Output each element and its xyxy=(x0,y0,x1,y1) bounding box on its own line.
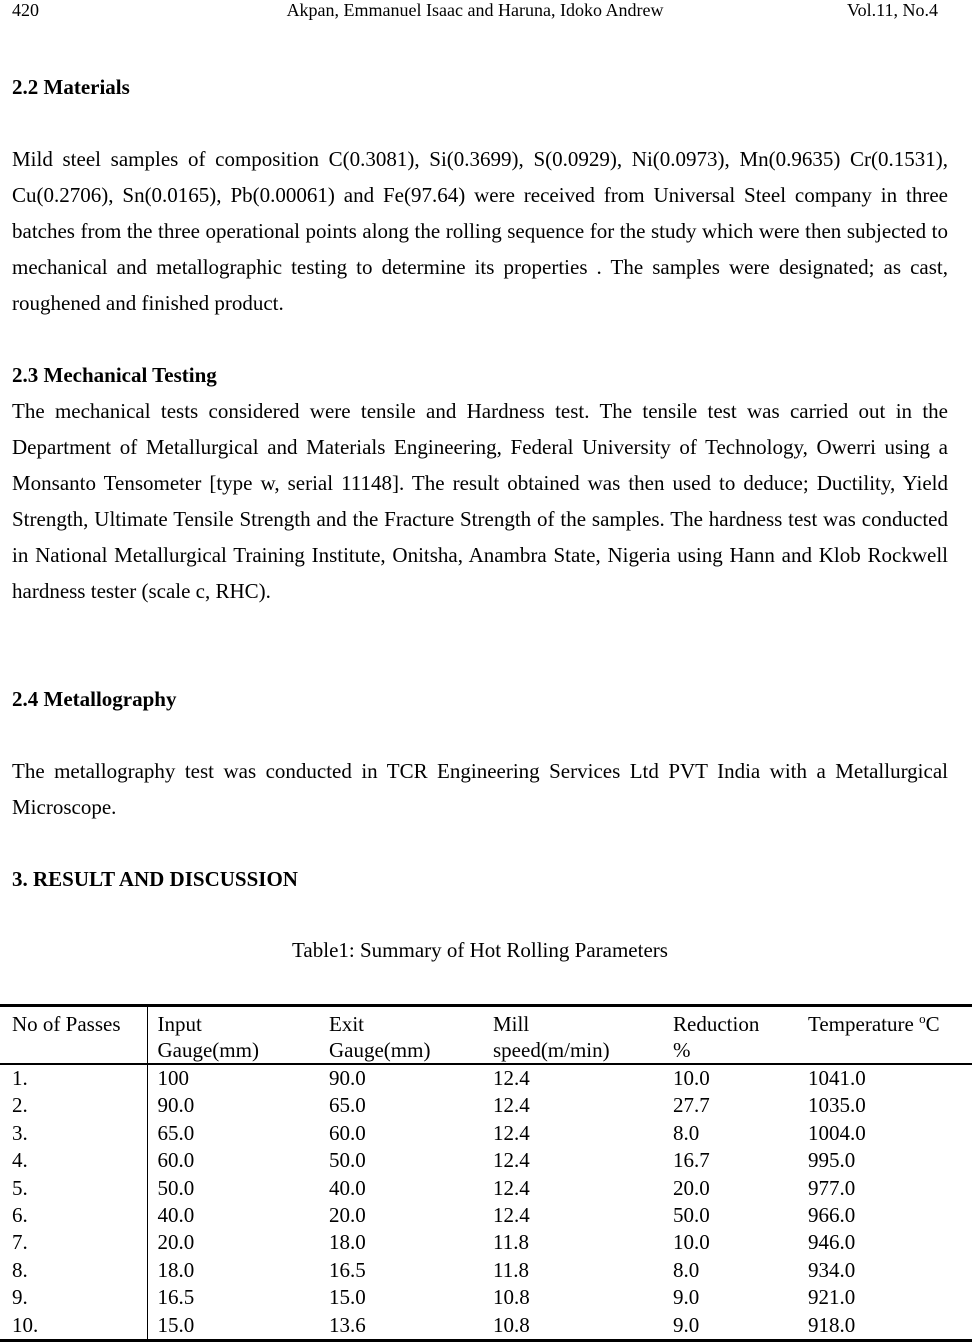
table-row xyxy=(0,1147,972,1174)
exit-gauge-cell: 40.0 xyxy=(329,1175,366,1200)
exit-gauge-cell: 15.0 xyxy=(329,1285,366,1310)
column-header-input-gauge: Input Gauge(mm) xyxy=(147,1006,319,1065)
section-heading-materials: 2.2 Materials xyxy=(12,75,130,99)
pass-number-cell: 7. xyxy=(0,1229,147,1256)
pass-number-cell: 5. xyxy=(0,1175,147,1202)
mill-speed-cell: 12.4 xyxy=(493,1093,530,1118)
input-gauge-cell: 65.0 xyxy=(157,1120,195,1145)
column-header-mill-speed: Mill speed(m/min) xyxy=(483,1006,663,1065)
reduction-cell: 10.0 xyxy=(673,1066,710,1090)
temperature-cell: 946.0 xyxy=(808,1230,856,1255)
mill-speed-cell: 10.8 xyxy=(493,1285,530,1310)
pass-number-cell: 9. xyxy=(0,1284,147,1311)
running-header xyxy=(12,0,938,20)
pass-number-cell: 4. xyxy=(0,1147,147,1174)
exit-gauge-cell: 18.0 xyxy=(329,1230,366,1255)
mill-speed-cell: 11.8 xyxy=(493,1230,529,1255)
reduction-cell: 50.0 xyxy=(673,1203,710,1228)
exit-gauge-cell: 20.0 xyxy=(329,1203,366,1228)
table-row xyxy=(0,1229,972,1256)
temperature-cell: 977.0 xyxy=(808,1175,856,1200)
mill-speed-cell: 12.4 xyxy=(493,1175,530,1200)
input-gauge-cell: 100 xyxy=(157,1066,189,1090)
table-row xyxy=(0,1257,972,1284)
temperature-cell: 934.0 xyxy=(808,1257,856,1282)
table-row xyxy=(0,1092,972,1119)
table-row xyxy=(0,1064,972,1092)
table-row xyxy=(0,1120,972,1147)
reduction-cell: 16.7 xyxy=(673,1148,710,1173)
reduction-cell: 8.0 xyxy=(673,1120,700,1145)
reduction-cell: 27.7 xyxy=(673,1093,710,1118)
mill-speed-cell: 11.8 xyxy=(493,1257,529,1282)
running-header-authors: Akpan, Emmanuel Isaac and Haruna, Idoko Andrew xyxy=(286,0,664,20)
column-header-reduction: Reduction % xyxy=(663,1006,798,1065)
exit-gauge-cell: 13.6 xyxy=(319,1312,483,1341)
paragraph-metallography: The metallography test was conducted in TCR Engineering Services Ltd PVT India with a Metallurgical Microscope. xyxy=(12,759,948,819)
temperature-cell: 918.0 xyxy=(798,1312,972,1341)
pass-number-cell: 3. xyxy=(0,1120,147,1147)
mill-speed-cell: 10.8 xyxy=(483,1312,663,1341)
pass-number-cell: 6. xyxy=(0,1202,147,1229)
temperature-cell: 995.0 xyxy=(808,1148,856,1173)
table-row xyxy=(0,1202,972,1229)
mill-speed-cell: 12.4 xyxy=(493,1148,530,1173)
pass-number-cell: 1. xyxy=(0,1064,147,1092)
reduction-cell: 9.0 xyxy=(673,1285,700,1310)
table-row xyxy=(0,1175,972,1202)
pass-number-cell: 8. xyxy=(0,1257,147,1284)
input-gauge-cell: 60.0 xyxy=(157,1148,195,1173)
section-heading-metallography: 2.4 Metallography xyxy=(12,687,177,711)
section-heading-results: 3. RESULT AND DISCUSSION xyxy=(12,867,298,891)
input-gauge-cell: 18.0 xyxy=(157,1257,195,1282)
mill-speed-cell: 12.4 xyxy=(493,1066,530,1090)
reduction-cell: 20.0 xyxy=(673,1175,710,1200)
pass-number-cell: 10. xyxy=(0,1312,147,1341)
journal-volume: Vol.11, No.4 xyxy=(846,0,938,20)
exit-gauge-cell: 90.0 xyxy=(329,1066,366,1090)
temperature-cell: 1041.0 xyxy=(808,1066,866,1090)
reduction-cell: 10.0 xyxy=(673,1230,710,1255)
exit-gauge-cell: 16.5 xyxy=(329,1257,366,1282)
table-row xyxy=(0,1284,972,1311)
table-header-row xyxy=(0,1006,972,1065)
exit-gauge-cell: 50.0 xyxy=(329,1148,366,1173)
temperature-cell: 921.0 xyxy=(808,1285,856,1310)
input-gauge-cell: 16.5 xyxy=(157,1285,195,1310)
input-gauge-cell: 90.0 xyxy=(157,1093,195,1118)
hot-rolling-parameters-table xyxy=(0,1004,972,1342)
page-number: 420 xyxy=(12,0,39,20)
table-caption: Table1: Summary of Hot Rolling Parameters xyxy=(292,938,668,962)
paragraph-materials: Mild steel samples of composition C(0.3081), Si(0.3699), S(0.0929), Ni(0.0973), Mn(0.9635) Cr(0.1531), Cu(0.2706), Sn(0.0165), Pb(0.00061) and Fe(97.64) were received from Universal Steel company in three batches from the three operational points along the rolling sequence for the study which were then subjected to mechanical and metallographic testing to determine its properties . The samples were designated; as cast, roughened and finished product. xyxy=(12,147,948,315)
temperature-cell: 1004.0 xyxy=(808,1120,866,1145)
section-heading-mechanical-testing: 2.3 Mechanical Testing xyxy=(12,363,217,387)
column-header-passes: No of Passes xyxy=(0,1006,147,1065)
input-gauge-cell: 50.0 xyxy=(157,1175,195,1200)
table-body xyxy=(0,1064,972,1341)
table-row xyxy=(0,1312,972,1341)
exit-gauge-cell: 65.0 xyxy=(329,1093,366,1118)
column-header-exit-gauge: Exit Gauge(mm) xyxy=(319,1006,483,1065)
mill-speed-cell: 12.4 xyxy=(493,1203,530,1228)
input-gauge-cell: 20.0 xyxy=(157,1230,195,1255)
paragraph-mechanical-testing: The mechanical tests considered were tensile and Hardness test. The tensile test was carried out in the Department of Metallurgical and Materials Engineering, Federal University of Technology, Owerri using a Monsanto Tensometer [type w, serial 11148]. The result obtained was then used to deduce; Ductility, Yield Strength, Ultimate Tensile Strength and the Fracture Strength of the samples. The hardness test was conducted in National Metallurgical Training Institute, Onitsha, Anambra State, Nigeria using Hann and Klob Rockwell hardness tester (scale c, RHC). xyxy=(12,399,948,603)
reduction-cell: 9.0 xyxy=(663,1312,798,1341)
mill-speed-cell: 12.4 xyxy=(493,1120,530,1145)
input-gauge-cell: 40.0 xyxy=(157,1203,195,1228)
pass-number-cell: 2. xyxy=(0,1092,147,1119)
column-header-temperature: Temperature $^o$C xyxy=(798,1006,972,1065)
exit-gauge-cell: 60.0 xyxy=(329,1120,366,1145)
reduction-cell: 8.0 xyxy=(673,1257,700,1282)
temperature-cell: 1035.0 xyxy=(808,1093,866,1118)
input-gauge-cell: 15.0 xyxy=(147,1312,319,1341)
temperature-cell: 966.0 xyxy=(808,1203,856,1228)
